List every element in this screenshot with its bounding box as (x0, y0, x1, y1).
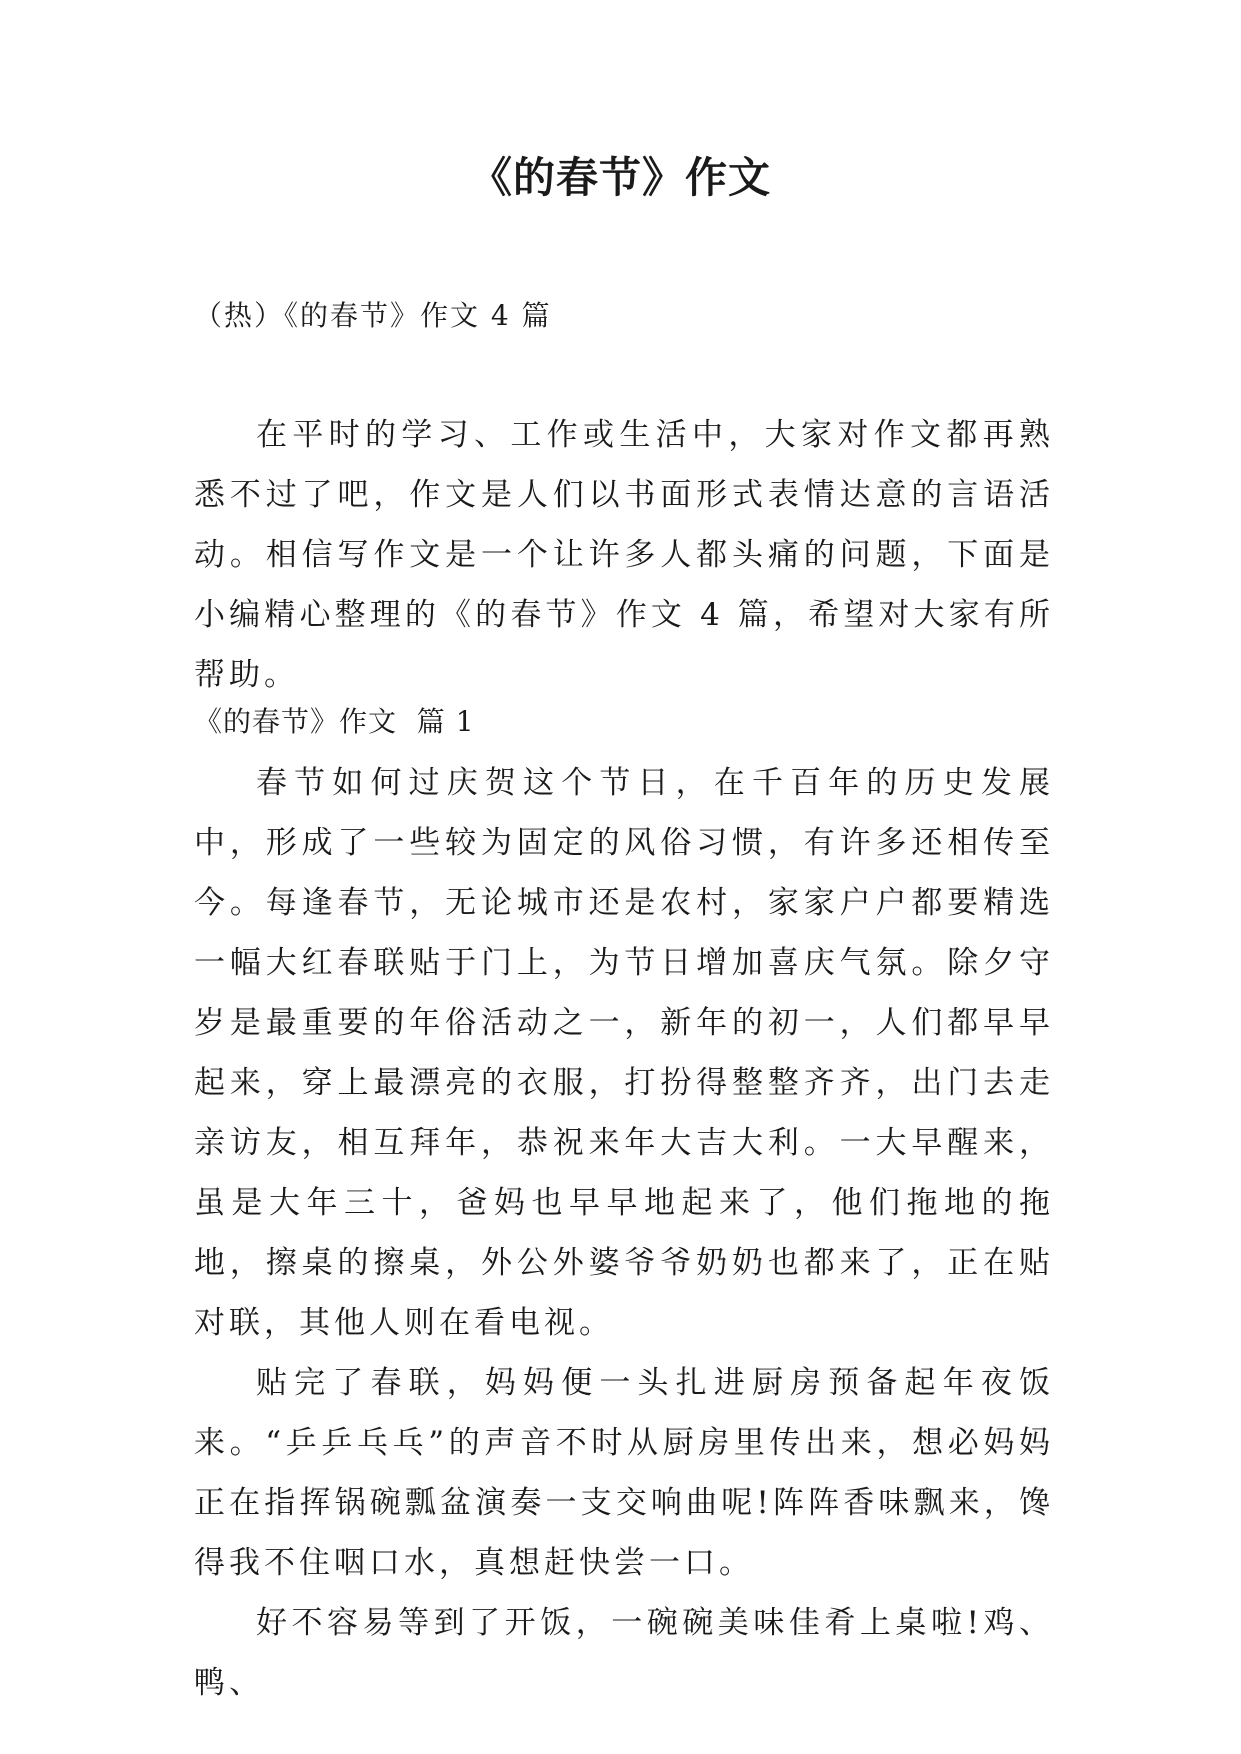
body-paragraph-1: 春节如何过庆贺这个节日，在千百年的历史发展中，形成了一些较为固定的风俗习惯，有许多还相传至今。每逢春节，无论城市还是农村，家家户户都要精选一幅大红春联贴于门上，为节日增加喜庆气氛。除夕守岁是最重要的年俗活动之一，新年的初一，人们都早早起来，穿上最漂亮的衣服，打扮得整整齐齐，出门去走亲访友，相互拜年，恭祝来年大吉大利。一大早醒来，虽是大年三十，爸妈也早早地起来了，他们拖地的拖地，擦桌的擦桌，外公外婆爷爷奶奶也都来了，正在贴对联，其他人则在看电视。 (194, 765, 1054, 1341)
intro-paragraph: 在平时的学习、工作或生活中，大家对作文都再熟悉不过了吧，作文是人们以书面形式表情达意的言语活动。相信写作文是一个让许多人都头痛的问题，下面是小编精心整理的《的春节》作文 4 篇，希望对大家有所帮助。 (194, 417, 1054, 693)
section-heading: 《的春节》作文 篇 1 (194, 705, 475, 738)
body-paragraph-2: 贴完了春联，妈妈便一头扎进厨房预备起年夜饭来。“乒乒乓乓”的声音不时从厨房里传出来，想必妈妈正在指挥锅碗瓢盆演奏一支交响曲呢!阵阵香味飘来，馋得我不住咽口水，真想赶快尝一口。 (194, 1365, 1054, 1581)
intro-section (194, 405, 1054, 705)
document-subtitle: （热）《的春节》作文 4 篇 (194, 299, 552, 332)
body-paragraph-3: 好不容易等到了开饭，一碗碗美味佳肴上桌啦!鸡、鸭、 (194, 1605, 1054, 1701)
document-title: 《的春节》作文 (469, 153, 771, 202)
section-body (194, 753, 1054, 1713)
